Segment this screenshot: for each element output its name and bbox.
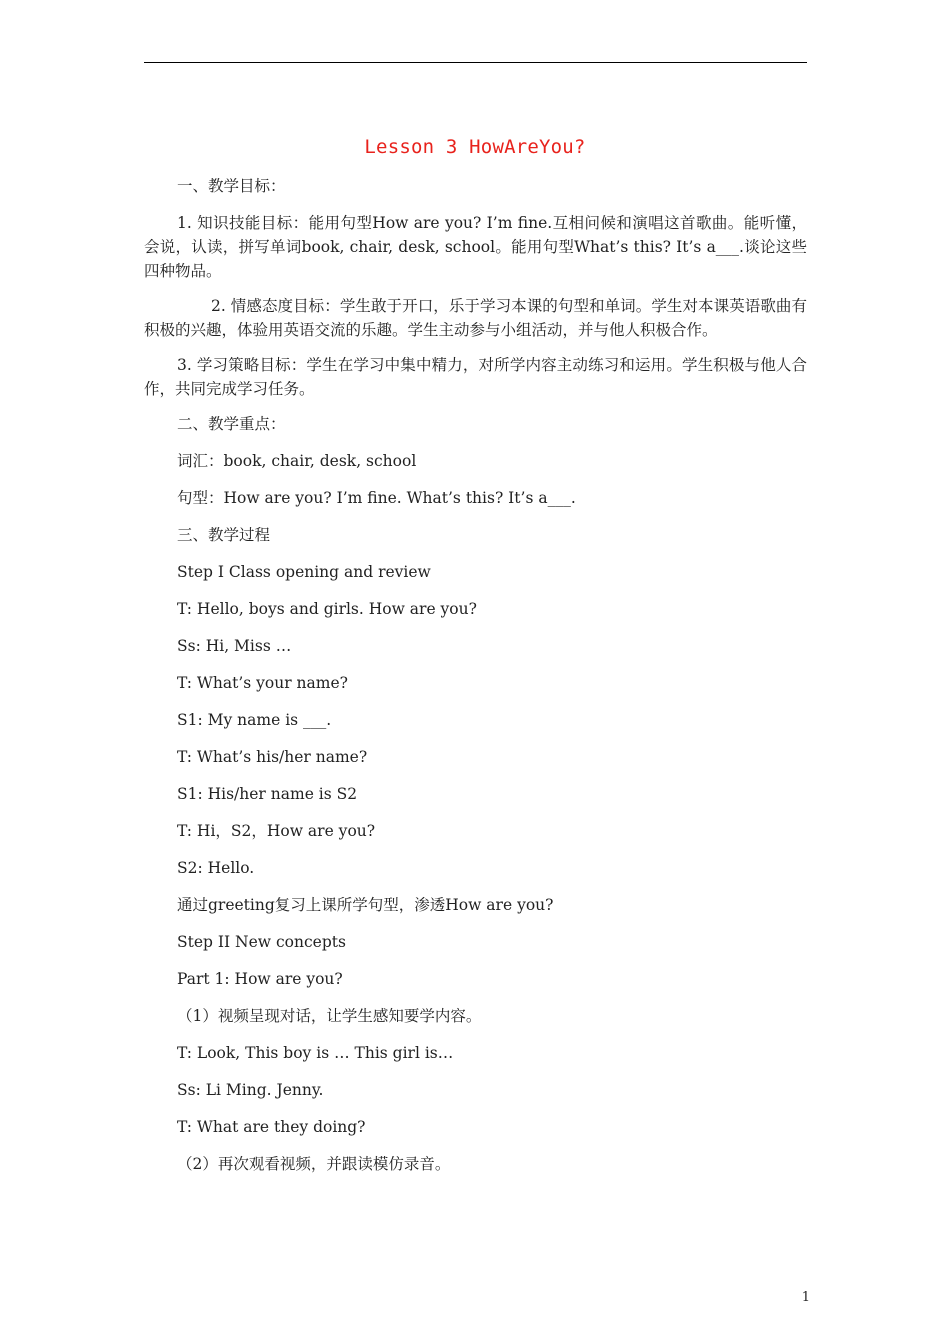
step-2-heading: Step II New concepts — [177, 933, 346, 951]
section-heading-process: 三、教学过程 — [177, 526, 271, 544]
section-heading-key-points: 二、教学重点： — [177, 415, 286, 433]
objective-learning-strategy: 3. 学习策略目标：学生在学习中集中精力，对所学内容主动练习和运用。学生积极与他人合作，共同完成学习任务。 — [144, 356, 807, 398]
dialogue-line: T: What’s your name? — [177, 674, 348, 692]
document-body — [144, 174, 807, 1189]
dialogue-line: S1: His/her name is S2 — [177, 785, 358, 803]
dialogue-line: S1: My name is ___. — [177, 711, 332, 729]
header-rule — [144, 62, 807, 63]
page-number: 1 — [801, 1290, 810, 1305]
dialogue-line: S2: Hello. — [177, 859, 255, 877]
step-1-heading: Step I Class opening and review — [177, 563, 431, 581]
dialogue-line: T: What are they doing? — [177, 1118, 366, 1136]
dialogue-line: T: Hello, boys and girls. How are you? — [177, 600, 477, 618]
part-1-heading: Part 1: How are you? — [177, 970, 343, 988]
dialogue-line: T: Hi，S2，How are you? — [177, 822, 376, 840]
activity-item: （1）视频呈现对话，让学生感知要学内容。 — [177, 1007, 482, 1025]
teaching-note: 通过greeting复习上课所学句型，渗透How are you? — [177, 896, 554, 914]
objective-knowledge-skills: 1. 知识技能目标：能用句型How are you? I’m fine.互相问候和演唱这首歌曲。能听懂，会说，认读，拼写单词book, chair, desk, school。能用句型What’s this? It’s a___.谈论这些四种物品。 — [144, 214, 807, 280]
activity-item: （2）再次观看视频，并跟读模仿录音。 — [177, 1155, 451, 1173]
key-sentence-patterns: 句型：How are you? I’m fine. What’s this? It’s a___. — [177, 489, 576, 507]
objective-emotion-attitude: 2. 情感态度目标：学生敢于开口，乐于学习本课的句型和单词。学生对本课英语歌曲有积极的兴趣，体验用英语交流的乐趣。学生主动参与小组活动，并与他人积极合作。 — [144, 297, 807, 339]
key-vocabulary: 词汇：book, chair, desk, school — [177, 452, 417, 470]
section-heading-objectives: 一、教学目标： — [177, 177, 286, 195]
document-title: Lesson 3 HowAreYou? — [364, 136, 586, 158]
dialogue-line: T: Look, This boy is … This girl is… — [177, 1044, 454, 1062]
dialogue-line: T: What’s his/her name? — [177, 748, 368, 766]
dialogue-line: Ss: Li Ming. Jenny. — [177, 1081, 324, 1099]
dialogue-line: Ss: Hi, Miss … — [177, 637, 292, 655]
